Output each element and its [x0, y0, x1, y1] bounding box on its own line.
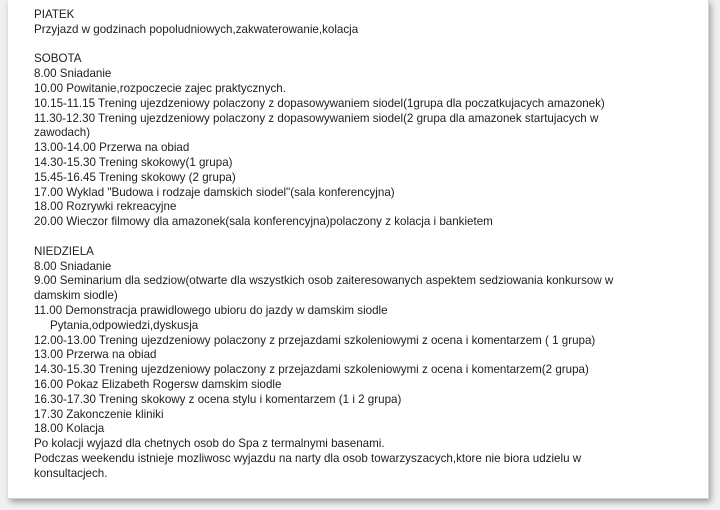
schedule-line: 13.00-14.00 Przerwa na obiad: [34, 141, 190, 155]
schedule-line: Przyjazd w godzinach popoludniowych,zakwaterowanie,kolacja: [34, 22, 359, 36]
schedule-line: Pytania,odpowiedzi,dyskusja: [50, 318, 199, 332]
schedule-line: 10.00 Powitanie,rozpoczecie zajec praktycznych.: [34, 81, 286, 95]
schedule-line: 18.00 Kolacja: [34, 422, 105, 436]
schedule-text: [34, 8, 654, 482]
schedule-line: 17.30 Zakonczenie kliniki: [34, 407, 164, 421]
schedule-line: 16.00 Pokaz Elizabeth Rogersw damskim siodle: [34, 377, 282, 391]
blank-line: [34, 230, 654, 245]
schedule-line: 8.00 Sniadanie: [34, 67, 112, 81]
schedule-line: 13.00 Przerwa na obiad: [34, 348, 157, 362]
document-page: [8, 0, 709, 499]
day-heading-friday: PIATEK: [34, 8, 75, 21]
schedule-line: 9.00 Seminarium dla sedziow(otwarte dla wszystkich osob zaiteresowanych aspektem sedziowania konkursow w damskim siodle): [34, 274, 614, 303]
day-heading-saturday: SOBOTA: [34, 52, 82, 66]
schedule-line: Po kolacji wyjazd dla chetnych osob do Spa z termalnymi basenami.: [34, 437, 385, 451]
schedule-line: 11.00 Demonstracja prawidlowego ubioru do jazdy w damskim siodle: [34, 303, 388, 317]
schedule-line: 18.00 Rozrywki rekreacyjne: [34, 200, 177, 214]
schedule-line: Podczas weekendu istnieje mozliwosc wyjazdu na narty dla osob towarzyszacych,ktore nie biora udzielu w konsultacjech.: [34, 451, 582, 480]
schedule-line: 17.00 Wyklad "Budowa i rodzaje damskich siodel"(sala konferencyjna): [34, 185, 395, 199]
schedule-line: 10.15-11.15 Trening ujezdzeniowy polaczony z dopasowywaniem siodel(1grupa dla poczatkujacych amazonek): [34, 96, 605, 110]
schedule-line: 11.30-12.30 Trening ujezdzeniowy polaczony z dopasowywaniem siodel(2 grupa dla amazonek startujacych w zawodach): [34, 111, 599, 140]
schedule-line: 14.30-15.30 Trening skokowy(1 grupa): [34, 155, 233, 169]
schedule-line: 15.45-16.45 Trening skokowy (2 grupa): [34, 170, 236, 184]
blank-line: [34, 38, 654, 53]
schedule-line: 16.30-17.30 Trening skokowy z ocena stylu i komentarzem (1 i 2 grupa): [34, 392, 402, 406]
schedule-line: 8.00 Sniadanie: [34, 259, 112, 273]
schedule-line: 20.00 Wieczor filmowy dla amazonek(sala konferencyjna)polaczony z kolacja i bankietem: [34, 215, 493, 229]
schedule-line: 12.00-13.00 Trening ujezdzeniowy polaczony z przejazdami szkoleniowymi z ocena i komentarzem ( 1 grupa): [34, 333, 596, 347]
schedule-line: 14.30-15.30 Trening ujezdzeniowy polaczony z przejazdami szkoleniowymi z ocena i komentarzem(2 grupa): [34, 363, 589, 377]
day-heading-sunday: NIEDZIELA: [34, 244, 94, 258]
